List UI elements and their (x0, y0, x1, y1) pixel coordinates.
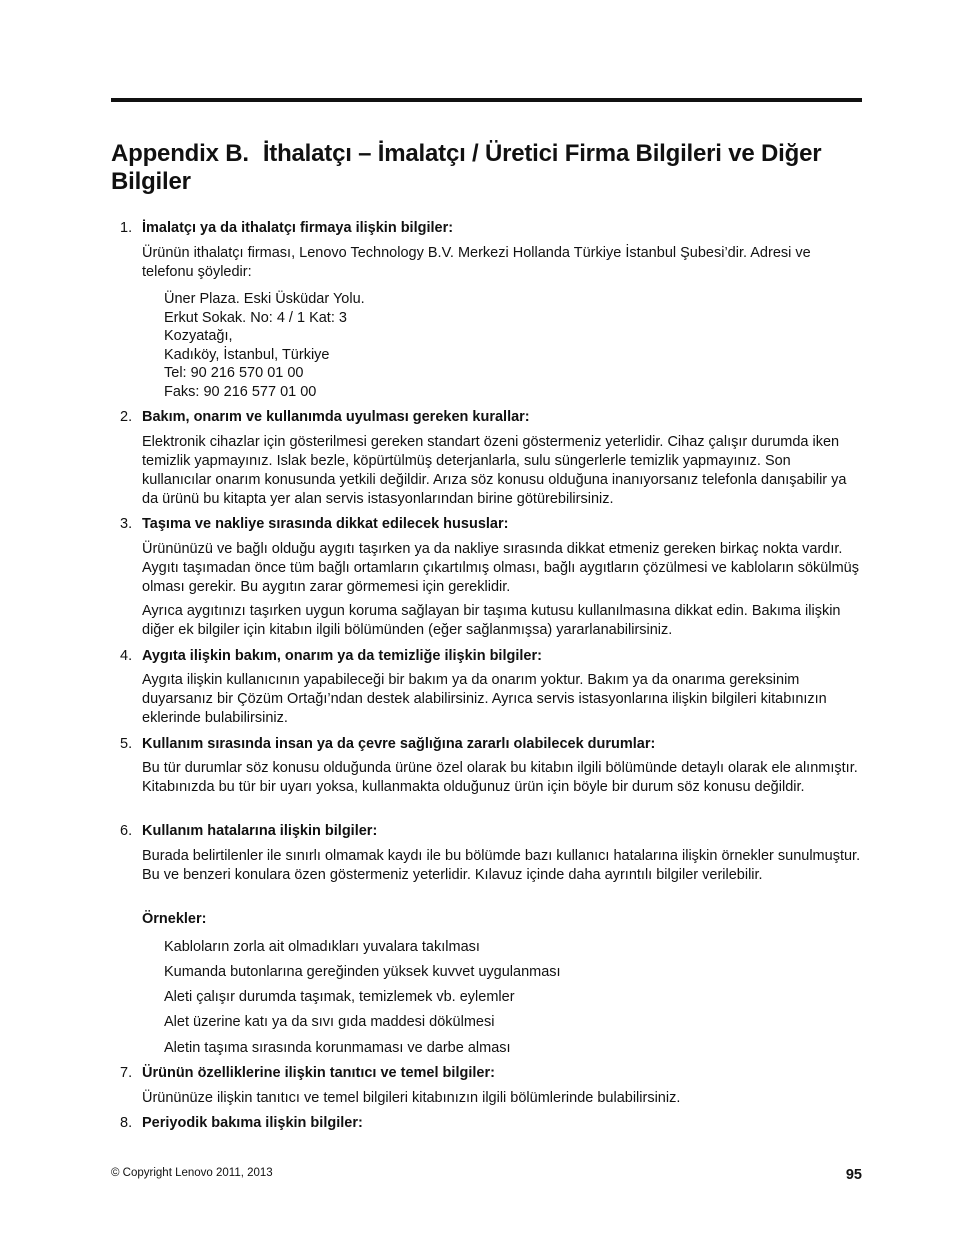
address-line: Erkut Sokak. No: 4 / 1 Kat: 3 (164, 309, 347, 326)
example-item: Aleti çalışır durumda taşımak, temizlemek vb. eylemler (164, 989, 515, 1005)
list-heading: Aygıta ilişkin bakım, onarım ya da temizliğe ilişkin bilgiler: (142, 648, 542, 664)
list-item-4-heading (111, 647, 871, 666)
list-number: 8. (120, 1115, 133, 1131)
example-item: Kabloların zorla ait olmadıkları yuvalara takılması (164, 939, 480, 955)
address-line: Kozyatağı, (164, 328, 233, 345)
list-item-1-paragraph: Ürünün ithalatçı firması, Lenovo Technology B.V. Merkezi Hollanda Türkiye İstanbul Şubesi’dir. Adresi ve telefonu şöyledir: (142, 245, 811, 280)
list-item-3-paragraph-2: Ayrıca aygıtınızı taşırken uygun koruma sağlayan bir taşıma kutusu kullanılmasına dikkat edin. Bakıma ilişkin diğer ek bilgiler için kitabın ilgili bölümünden (eğer sağlanmışsa) yararlanabilirsiniz. (142, 603, 841, 638)
list-number: 3. (120, 516, 133, 532)
title-prefix: Appendix B. (111, 140, 249, 167)
list-item-3-heading (111, 515, 871, 534)
list-number: 2. (120, 409, 133, 425)
list-item-7-heading (111, 1064, 871, 1083)
list-heading: Bakım, onarım ve kullanımda uyulması gereken kurallar: (142, 409, 530, 425)
example-item: Kumanda butonlarına gereğinden yüksek kuvvet uygulanması (164, 964, 561, 980)
list-item-5-heading (111, 735, 871, 754)
page-number: 95 (845, 1167, 862, 1183)
address-block (164, 290, 365, 402)
list-number: 5. (120, 736, 133, 752)
list-item-7-paragraph: Ürününüze ilişkin tanıtıcı ve temel bilgileri kitabınızın ilgili bölümlerinde bulabilirsiniz. (142, 1090, 681, 1106)
list-number: 6. (120, 823, 133, 839)
address-line: Tel: 90 216 570 01 00 (164, 365, 304, 382)
address-line: Üner Plaza. Eski Üsküdar Yolu. (164, 291, 365, 307)
list-item-6-heading (111, 822, 871, 841)
examples-heading: Örnekler: (142, 911, 207, 927)
list-number: 7. (120, 1065, 133, 1081)
list-item-6-paragraph: Burada belirtilenler ile sınırlı olmamak kaydı ile bu bölümde bazı kullanıcı hatalarına ilişkin örnekler sunulmuştur. Bu ve benzeri konulara özen göstermeniz yeterlidir. Kılavuz içinde daha ayrıntılı bilgiler verilebilir. (142, 848, 861, 883)
list-item-2-heading (111, 408, 871, 427)
copyright-notice: © Copyright Lenovo 2011, 2013 (111, 1167, 273, 1179)
list-heading: Taşıma ve nakliye sırasında dikkat edilecek hususlar: (142, 516, 509, 532)
title-text: İthalatçı – İmalatçı / Üretici Firma Bilgileri ve Diğer Bilgiler (111, 140, 822, 195)
example-item: Aletin taşıma sırasında korunmaması ve darbe alması (164, 1040, 511, 1056)
address-line: Kadıköy, İstanbul, Türkiye (164, 346, 330, 363)
list-heading: Ürünün özelliklerine ilişkin tanıtıcı ve temel bilgiler: (142, 1065, 495, 1081)
example-item: Alet üzerine katı ya da sıvı gıda maddesi dökülmesi (164, 1014, 495, 1030)
list-item-4-paragraph: Aygıta ilişkin kullanıcının yapabileceği bir bakım ya da onarım yoktur. Bakım ya da onarıma gereksinim duyarsanız bir Çözüm Ortağı’ndan destek alabilirsiniz. Ayrıca servis istasyonlarına ilişkin bilgileri kitabınızın eklerinde bulabilirsiniz. (142, 672, 827, 726)
address-line: Faks: 90 216 577 01 00 (164, 383, 317, 400)
list-item-1-heading (111, 219, 871, 238)
list-number: 1. (120, 220, 133, 236)
list-number: 4. (120, 648, 133, 664)
list-item-3-paragraph: Ürününüzü ve bağlı olduğu aygıtı taşırken ya da nakliye sırasında dikkat etmeniz gereken birkaç nokta vardır. Aygıtı taşımadan önce tüm bağlı ortamların çıkartılmış olması, bağlı aygıtların çözülmesi ve kabloların sökülmüş olması gerekir. Bu aygıtın zarar görmemesi için gereklidir. (142, 541, 859, 595)
list-heading: İmalatçı ya da ithalatçı firmaya ilişkin bilgiler: (142, 220, 454, 236)
list-heading: Kullanım hatalarına ilişkin bilgiler: (142, 823, 378, 839)
list-heading: Periyodik bakıma ilişkin bilgiler: (142, 1115, 363, 1131)
list-item-8-heading (111, 1114, 871, 1133)
list-item-2-paragraph: Elektronik cihazlar için gösterilmesi gereken standart özeni göstermeniz yeterlidir. Cihaz çalışır durumda iken temizlik yapmayınız. Islak bezle, köpürtülmüş deterjanlarla, sulu süngerlerle temizlik yapmayınız. Son kullanıcılar onarım konusunda yetkili değildir. Arıza söz konusu olduğuna inanıyorsanız telefonla danışabilir ya da ürünü bu kitapta yer alan servis istasyonlarından birine götürebilirsiniz. (142, 434, 847, 507)
page-title (111, 140, 871, 196)
header-rule (111, 98, 862, 102)
list-item-5-paragraph: Bu tür durumlar söz konusu olduğunda ürüne özel olarak bu kitabın ilgili bölümünde detaylı olarak ele alınmıştır. Kitabınızda bu tür bir uyarı yoksa, kullanmakta olduğunuz ürün için böyle bir durum söz konusu değildir. (142, 760, 858, 795)
list-heading: Kullanım sırasında insan ya da çevre sağlığına zararlı olabilecek durumlar: (142, 736, 656, 752)
